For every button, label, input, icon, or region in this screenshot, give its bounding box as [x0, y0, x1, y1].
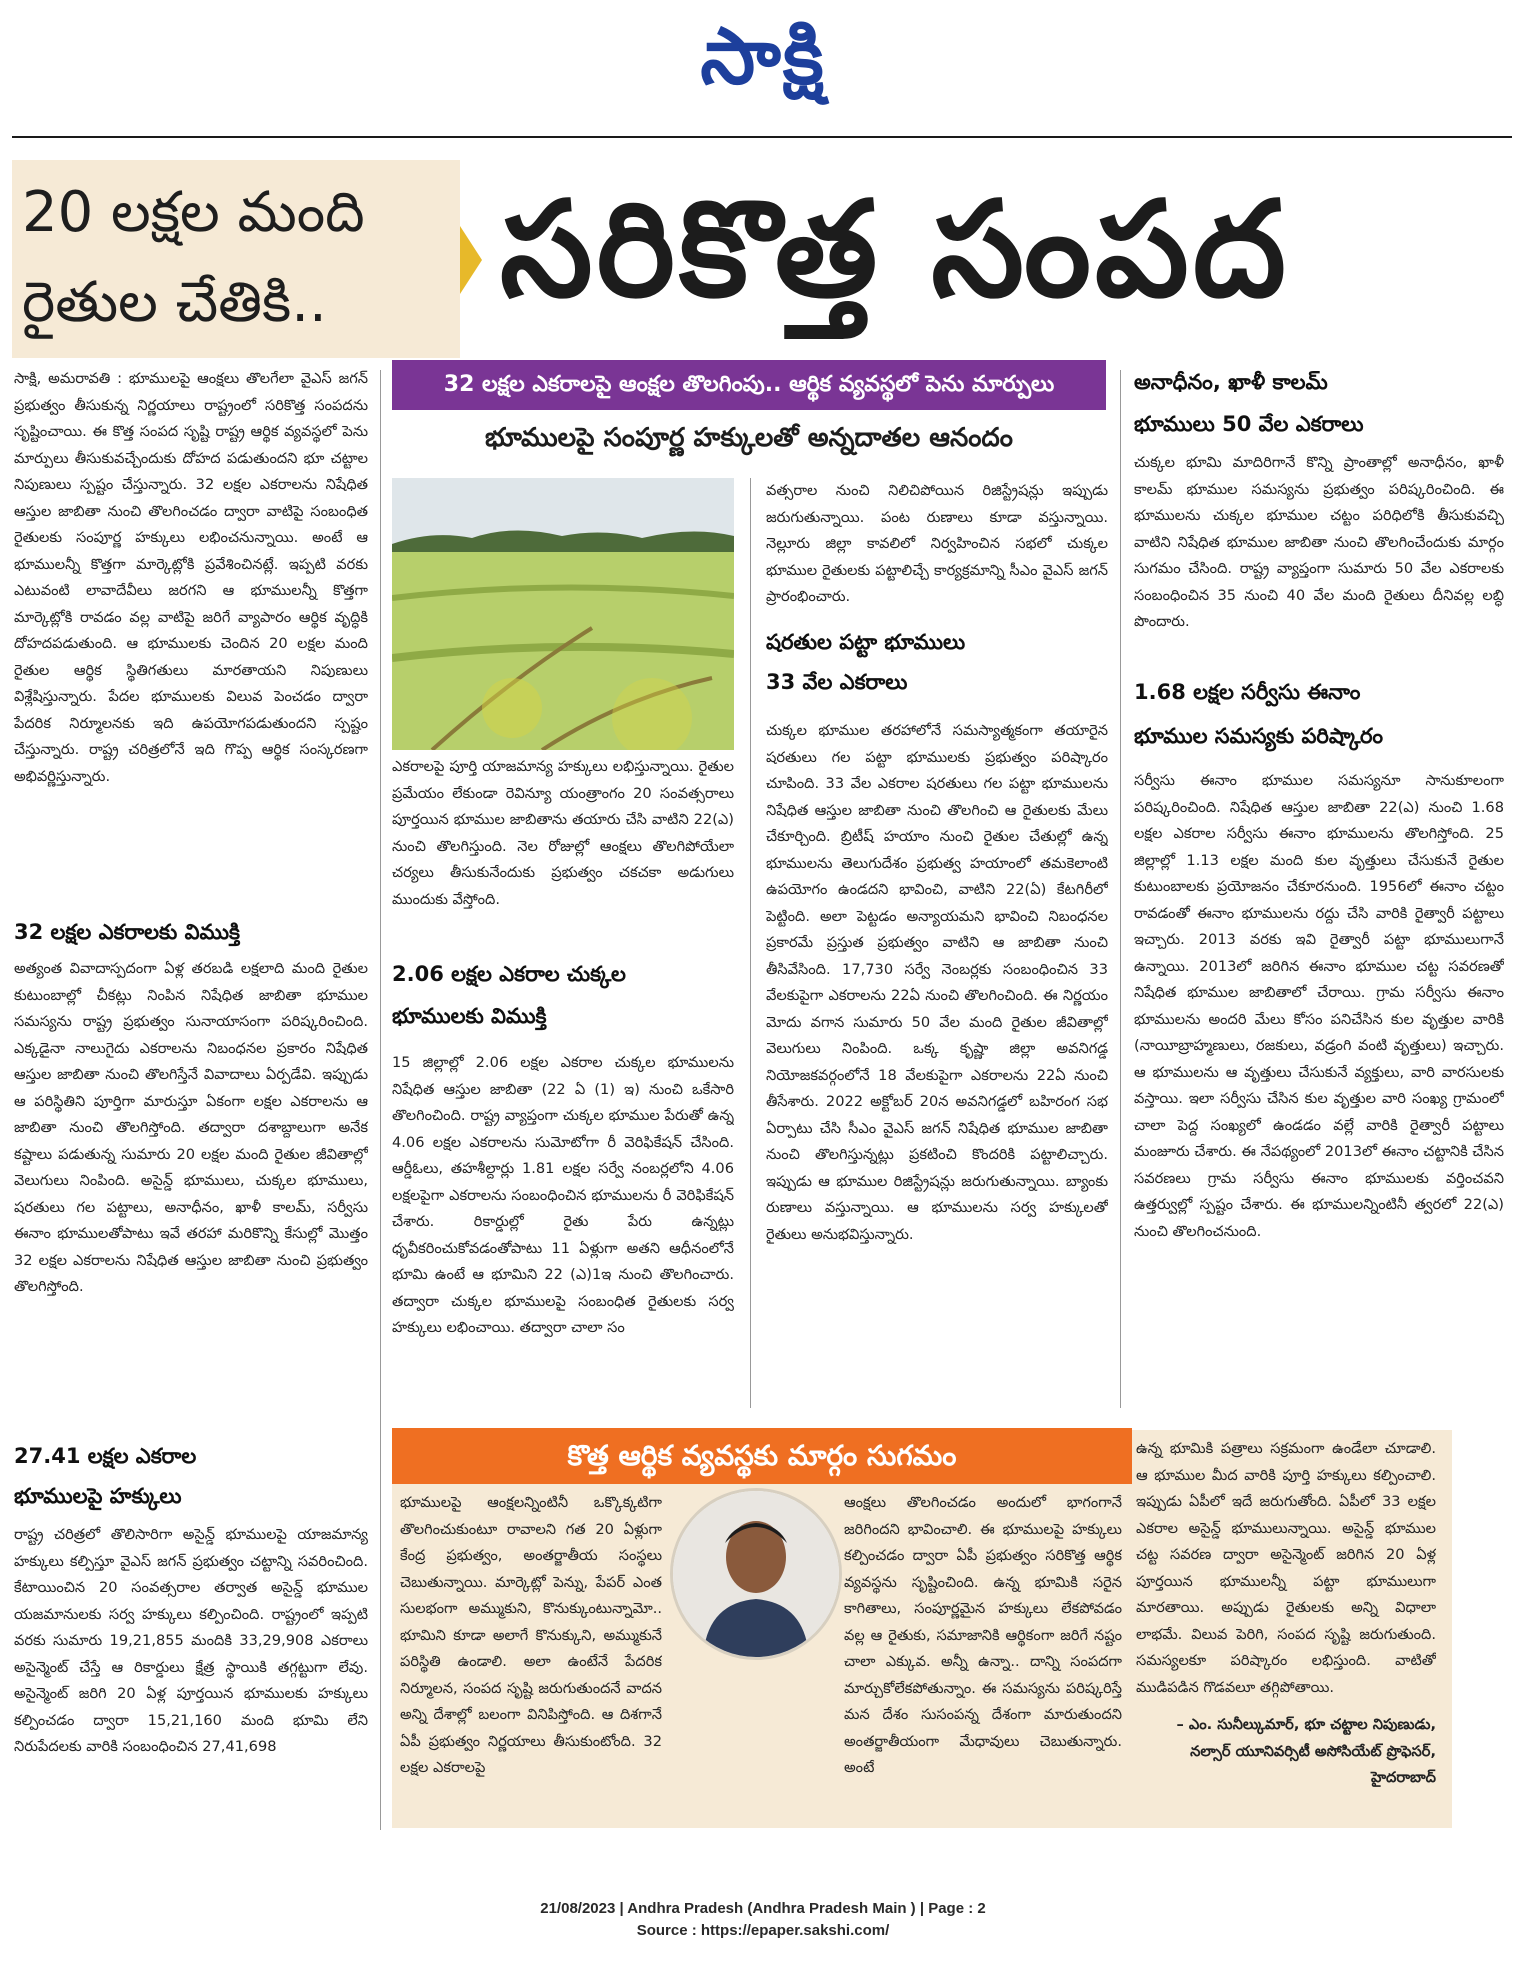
field-icon	[392, 478, 734, 750]
top-rule	[12, 136, 1512, 138]
kicker-line-1: 20 లక్షల మంది	[22, 180, 365, 245]
footer-source: Source : https://epaper.sakshi.com/	[636, 1922, 890, 1939]
kicker-arrow-icon	[460, 226, 482, 294]
article-paragraph: చుక్కల భూమి మాదిరిగానే కొన్ని ప్రాంతాల్లో అనాధీనం, ఖాళీ కాలమ్ భూముల సమస్యను ప్రభుత్వం పరిష్కరించింది. ఈ భూములను చుక్కల భూముల చట్టం పరిధిలోకి తీసుకువచ్చి వాటిని నిషేధిత భూముల జాబితా నుంచి తొలగించేందుకు మార్గం సుగమం చేసింది. రాష్ట్ర వ్యాప్తంగా సుమారు 50 వేల ఎకరాలకు సంబంధించిన 35 నుంచి 40 వేల మంది రైతులు దీనివల్ల లబ్ధి పొందారు.	[1134, 454, 1504, 630]
article-paragraph: చుక్కల భూముల తరహాలోనే సమస్యాత్మకంగా తయారైన షరతులు గల పట్టా భూములకు ప్రభుత్వం పరిష్కారం చూపింది. 33 వేల ఎకరాల షరతులు గల పట్టా భూములను నిషేధిత ఆస్తుల జాబితా నుంచి తొలగించి ఆ రైతులకు మేలు చేకూర్చింది. బ్రిటీష్ హయాం నుంచి రైతుల చేతుల్లో ఉన్న భూములను తెలుగుదేశం ప్రభుత్వ హయాంలో తమకెలాంటి ఉపయోగం ఉండదని భావించి, వాటిని 22(ఏ) కేటగిరీలో పెట్టింది. అలా పెట్టడం అన్యాయమని భావించి నిబంధనల ప్రకారమే ప్రస్తుత ప్రభుత్వం వాటిని ఆ జాబితా నుంచి తీసివేసింది. 17,730 సర్వే నెంబర్లకు సంబంధించిన 33 వేలకుపైగా ఎకరాలను 22ఏ నుంచి తొలగించింది. ఈ నిర్ణయం మోదు వగాన సుమారు 50 వేల మంది రైతుల జీవితాల్లో వెలుగులు నింపింది. ఒక్క కృష్ణా జిల్లా అవనిగడ్డ నియోజకవర్గంలోనే 18 వేలకుపైగా ఎకరాలను 22ఏ నుంచి తీసేశారు. 2022 అక్టోబర్ 20న అవనిగడ్డలో బహిరంగ సభ ఏర్పాటు చేసి సీఎం వైఎస్ జగన్ నిషేధిత భూముల జాబితా నుంచి తొలగిస్తున్నట్లు ప్రకటించి కొందరికి పట్టాలిచ్చారు. ఇప్పుడు ఆ భూముల రిజిస్ట్రేషన్లు జరుగుతున్నాయి. బ్యాంకు రుణాలు వస్తున్నాయి. ఆ భూములను సర్వ హక్కులతో రైతులు అనుభవిస్తున్నారు.	[766, 722, 1108, 1243]
article-paragraph: ఎకరాలపై పూర్తి యాజమాన్య హక్కులు లభిస్తున్నాయి. రైతుల ప్రమేయం లేకుండా రెవిన్యూ యంత్రాంగం 20 సంవత్సరాలు పూర్తయిన భూముల జాబితాను తయారు చేసి వాటిని 22(ఎ) నుంచి తొలగిస్తుంది. నెల రోజుల్లో ఆంక్షలు తొలగిపోయేలా చర్యలు తీసుకునేందుకు ప్రభుత్వం చకచకా అడుగులు ముందుకు వేస్తోంది.	[392, 758, 734, 908]
subheading: 1.68 లక్షల సర్వీసు ఈనాం	[1134, 680, 1361, 704]
logo-text: సాక్షి	[700, 12, 826, 102]
article-paragraph: అత్యంత వివాదాస్పదంగా ఏళ్ల తరబడి లక్షలాది మంది రైతుల కుటుంబాల్లో చీకట్లు నింపిన నిషేధిత జాబితా భూముల సమస్యను రాష్ట్ర ప్రభుత్వం సునాయాసంగా పరిష్కరించింది. ఎక్కడైనా నాలుగైదు ఎకరాలను నిబంధనల ప్రకారం నిషేధిత ఆస్తుల జాబితా నుంచి తొలగిస్తేనే వివాదాలు ఏర్పడేవి. ఇప్పుడు ఆ పరిస్థితిని పూర్తిగా మారుస్తూ ఏకంగా లక్షల ఎకరాలను ఆ జాబితా నుంచి తొలగిస్తోంది. తద్వారా దశాబ్దాలుగా అనేక కష్టాలు పడుతున్న సుమారు 20 లక్షల మంది రైతుల జీవితాల్లో వెలుగులు నింపింది. అసైన్డ్ భూములు, చుక్కల భూములు, షరతులు గల పట్టాలు, అనాధీనం, ఖాళీ కాలమ్, సర్వీసు ఈనాం భూములతోపాటు ఇవే తరహా మరికొన్ని కేసుల్లో మొత్తం 32 లక్షల ఎకరాలను నిషేధిత ఆస్తుల జాబితా నుంచి ప్రభుత్వం తొలగిస్తోంది.	[14, 960, 368, 1295]
subheading: 32 లక్షల ఎకరాలకు విముక్తి	[14, 920, 240, 944]
subheading: అనాధీనం, ఖాళీ కాలమ్	[1134, 370, 1328, 394]
essay-right: ఉన్న భూమికి పత్రాలు సక్రమంగా ఉండేలా చూడాలి. ఆ భూముల మీద వారికి పూర్తి హక్కులు కల్పించాలి. ఇప్పుడు ఏపీలో ఇదే జరుగుతోంది. ఏపీలో 33 లక్షల ఎకరాల అసైన్డ్ భూములున్నాయి. అసైన్డ్ భూముల చట్ట సవరణ ద్వారా అసైన్మెంట్ జరిగిన 20 ఏళ్ల పూర్తయిన భూములన్నీ పట్టా భూములుగా మారతాయి. అప్పుడు రైతులకు అన్ని విధాలా లాభమే. విలువ పెరిగి, సంపద సృష్టి జరుగుతుంది. సమస్యలకూ పరిష్కారం లభిస్తుంది. వాటితో ముడిపడిన గొడవలూ తగ్గిపోతాయి.	[1136, 1440, 1436, 1696]
author-portrait	[670, 1488, 842, 1660]
article-lead: సాక్షి, అమరావతి : భూములపై ఆంక్షలు తొలగేలా వైఎస్ జగన్ ప్రభుత్వం తీసుకున్న నిర్ణయాలు రాష్ట్రంలో సరికొత్త సంపదను సృష్టించాయి. ఈ కొత్త సంపద సృష్టి రాష్ట్ర ఆర్థిక వ్యవస్థలో పెను మార్పులు తీసుకువచ్చేందుకు దోహద పడుతుందని భూ చట్టాల నిపుణులు స్పష్టం చేస్తున్నారు. 32 లక్షల ఎకరాలను నిషేధిత ఆస్తుల జాబితా నుంచి తొలగించడం ద్వారా వాటిపై సంబంధిత రైతులకు సంపూర్ణ హక్కులు లభించనున్నాయి. అంటే ఆ భూములన్నీ కొత్తగా మార్కెట్లోకి ప్రవేశించినట్లే. ఇప్పటి వరకు ఎటువంటి లావాదేవీలు జరగని ఆ భూములన్నీ కొత్తగా మార్కెట్లోకి రావడం వల్ల వాటిపై జరిగే వ్యాపారం ఆర్థిక వృద్ధికి దోహదపడుతుంది. ఆ భూములకు చెందిన 20 లక్షల మంది రైతుల ఆర్థిక స్థితిగతులు మారతాయని నిపుణులు విశ్లేషిస్తున్నారు. పేదల భూములకు విలువ పెంచడం ద్వారా పేదరిక నిర్మూలనకు ఇది ఉపయోగపడుతుందని స్పష్టం చేస్తున్నారు. రాష్ట్ర చరిత్రలోనే ఇది గొప్ప ఆర్థిక సంస్కరణగా అభివర్ణిస్తున్నారు.	[14, 370, 368, 785]
person-icon	[673, 1491, 839, 1657]
essay-left: భూములపై ఆంక్షలన్నింటినీ ఒక్కొక్కటిగా తొలగించుకుంటూ రావాలని గత 20 ఏళ్లుగా కేంద్ర ప్రభుత్వం, అంతర్జాతీయ సంస్థలు చెబుతున్నాయి. మార్కెట్లో పెన్ను, పేపర్ ఎంత సులభంగా అమ్ముకుని, కొనుక్కుంటున్నామో.. భూమిని కూడా అలాగే కొనుక్కుని, అమ్ముకునే పరిస్థితి ఉండాలి. అలా ఉంటేనే పేదరిక నిర్మూలన, సంపద సృష్టి జరుగుతుందనే వాదన అన్ని దేశాల్లో బలంగా వినిపిస్తోంది. ఆ దిశగానే ఏపీ ప్రభుత్వం నిర్ణయాలు తీసుకుంటోంది. 32 లక్షల ఎకరాలపై	[400, 1494, 662, 1776]
kicker	[22, 168, 462, 348]
column-divider	[380, 370, 381, 1830]
subheading: 27.41 లక్షల ఎకరాల	[14, 1444, 197, 1468]
essay-middle: ఆంక్షలు తొలగించడం అందులో భాగంగానే జరిగిందని భావించాలి. ఈ భూములపై హక్కులు కల్పించడం ద్వారా ఏపీ ప్రభుత్వం సరికొత్త ఆర్థిక వ్యవస్థను సృష్టించింది. ఉన్న భూమికి సరైన కాగితాలు, సంపూర్ణమైన హక్కులు లేకపోవడం వల్ల ఆ రైతుకు, సమాజానికి ఆర్థికంగా జరిగే నష్టం చాలా ఎక్కువ. అన్నీ ఉన్నా.. దాన్ని సంపదగా మార్చుకోలేకపోతున్నాం. ఈ సమస్యను పరిష్కరిస్తే మన దేశం సుసంపన్న దేశంగా మారుతుందని అంతర్జాతీయంగా మేధావులు చెబుతున్నారు. అంటే	[844, 1494, 1122, 1776]
masthead-logo	[0, 12, 1526, 121]
author-signature: – ఎం. సునీల్కుమార్, భూ చట్టాల నిపుణుడు, నల్సార్ యూనివర్సిటీ అసోసియేట్ ప్రొఫెసర్, హైదరాబాద్	[1176, 1716, 1436, 1786]
subheading: భూములు 50 వేల ఎకరాలు	[1134, 412, 1364, 436]
subheading: 2.06 లక్షల ఎకరాల చుక్కల	[392, 962, 626, 986]
article-paragraph: వత్సరాల నుంచి నిలిచిపోయిన రిజిస్ట్రేషన్లు ఇప్పుడు జరుగుతున్నాయి. పంట రుణాలు కూడా వస్తున్నాయి. నెల్లూరు జిల్లా కావలిలో నిర్వహించిన సభలో చుక్కల భూముల రైతులకు పట్టాలిచ్చే కార్యక్రమాన్ని సీఎం వైఎస్ జగన్ ప్రారంభించారు.	[766, 482, 1108, 605]
subheading: భూముల సమస్యకు పరిష్కారం	[1134, 724, 1384, 748]
footer-dateline: 21/08/2023 | Andhra Pradesh (Andhra Pradesh Main ) | Page : 2	[540, 1900, 986, 1917]
article-paragraph: 15 జిల్లాల్లో 2.06 లక్షల ఎకరాల చుక్కల భూములను నిషేధిత ఆస్తుల జాబితా (22 ఏ (1) ఇ) నుంచి ఒకేసారి తొలగించింది. రాష్ట్ర వ్యాప్తంగా చుక్కల భూముల పేరుతో ఉన్న 4.06 లక్షల ఎకరాలను సుమోటోగా రీ వెరిఫికేషన్ చేసింది. ఆర్డీఓలు, తహశీల్దార్లు 1.81 లక్షల సర్వే నంబర్లలోని 4.06 లక్షలపైగా ఎకరాలను సంబంధించిన భూములను రీ వెరిఫికేషన్ చేశారు. రికార్డుల్లో రైతు పేరు ఉన్నట్లు ధృవీకరించుకోవడంతోపాటు 11 ఏళ్లుగా అతని ఆధీనంలోనే భూమి ఉంటే ఆ భూమిని 22 (ఎ)1ఇ నుంచి తొలగించారు. తద్వారా చుక్కల భూములపై సంబంధిత రైతులకు సర్వ హక్కులు లభించాయి. తద్వారా చాలా సం	[392, 1054, 734, 1336]
article-paragraph: సర్వీసు ఈనాం భూముల సమస్యనూ సానుకూలంగా పరిష్కరించింది. నిషేధిత ఆస్తుల జాబితా 22(ఎ) నుంచి 1.68 లక్షల ఎకరాల సర్వీసు ఈనాం భూములను తొలగిస్తోంది. 25 జిల్లాల్లో 1.13 లక్షల మంది కుల వృత్తులు చేసుకునే రైతుల కుటుంబాలకు ప్రయోజనం చేకూరనుంది. 1956లో ఈనాం చట్టం రావడంతో ఈనాం భూములను రద్దు చేసి వారికి రైత్వారీ పట్టాలు ఇచ్చారు. 2013 వరకు ఇవి రైత్వారీ పట్టా భూములుగానే ఉన్నాయి. 2013లో జరిగిన ఈనాం భూముల చట్ట సవరణతో నిషేధిత భూముల జాబితాలో చేరాయి. గ్రామ సర్వీసు ఈనాం భూములను అందరి మేలు కోసం పనిచేసిన కుల వృత్తుల వారికి (నాయీబ్రాహ్మణులు, రజకులు, వడ్రంగి వంటి వృత్తులు) ఇచ్చారు. ఆ భూములను ఆ వృత్తులు చేసుకునే వ్యక్తులు, వారి వారసులకు వస్తాయి. ఇలా సర్వీసు చేసిన కుల వృత్తుల వారి సంఖ్య గ్రామంలో చాలా పెద్ద సంఖ్యలో ఉండడం వల్లే వారికి రైత్వారీ పట్టాలు మంజూరు చేశారు. ఈ నేపథ్యంలో 2013లో ఈనాం చట్టానికి చేసిన సవరణలు గ్రామ సర్వీసు ఈనాం భూములకు వర్తించవని ఉత్తర్వుల్లో స్పష్టం చేశారు. ఈ భూములన్నింటినీ త్వరలో 22(ఎ) నుంచి తొలగించనుంది.	[1134, 772, 1504, 1240]
essay-title: కొత్త ఆర్థిక వ్యవస్థకు మార్గం సుగమం	[567, 1439, 957, 1472]
kicker-line-2: రైతుల చేతికి..	[22, 270, 327, 335]
subheading: 33 వేల ఎకరాలు	[766, 670, 908, 694]
section-banner: 32 లక్షల ఎకరాలపై ఆంక్షల తొలగింపు.. ఆర్థిక వ్యవస్థలో పెను మార్పులు	[392, 360, 1106, 410]
section-subbanner: భూములపై సంపూర్ణ హక్కులతో అన్నదాతల ఆనందం	[485, 423, 1013, 453]
subheading: భూములపై హక్కులు	[14, 1484, 182, 1508]
article-paragraph: రాష్ట్ర చరిత్రలో తొలిసారిగా అసైన్డ్ భూములపై యాజమాన్య హక్కులు కల్పిస్తూ వైఎస్ జగన్ ప్రభుత్వం చట్టాన్ని సవరించింది. కేటాయించిన 20 సంవత్సరాల తర్వాత అసైన్డ్ భూముల యజమానులకు సర్వ హక్కులు కల్పించింది. రాష్ట్రంలో ఇప్పటి వరకు సుమారు 19,21,855 మందికి 33,29,908 ఎకరాలు అసైన్మెంట్ చేస్తే ఆ రికార్డులు క్షేత్ర స్థాయికి తగ్గట్టుగా లేవు. అసైన్మెంట్ జరిగి 20 ఏళ్ల పూర్తయిన భూములకు హక్కులు కల్పించడం ద్వారా 15,21,160 మంది భూమి లేని నిరుపేదలకు వారికి సంబంధించిన 27,41,698	[14, 1526, 368, 1755]
page-headline: సరికొత్త సంపద	[500, 173, 1290, 327]
subheading: భూములకు విముక్తి	[392, 1004, 547, 1028]
column-divider	[1120, 370, 1121, 1408]
column-divider	[750, 478, 751, 1408]
field-photo	[392, 478, 734, 750]
subheading: షరతుల పట్టా భూములు	[766, 630, 966, 654]
